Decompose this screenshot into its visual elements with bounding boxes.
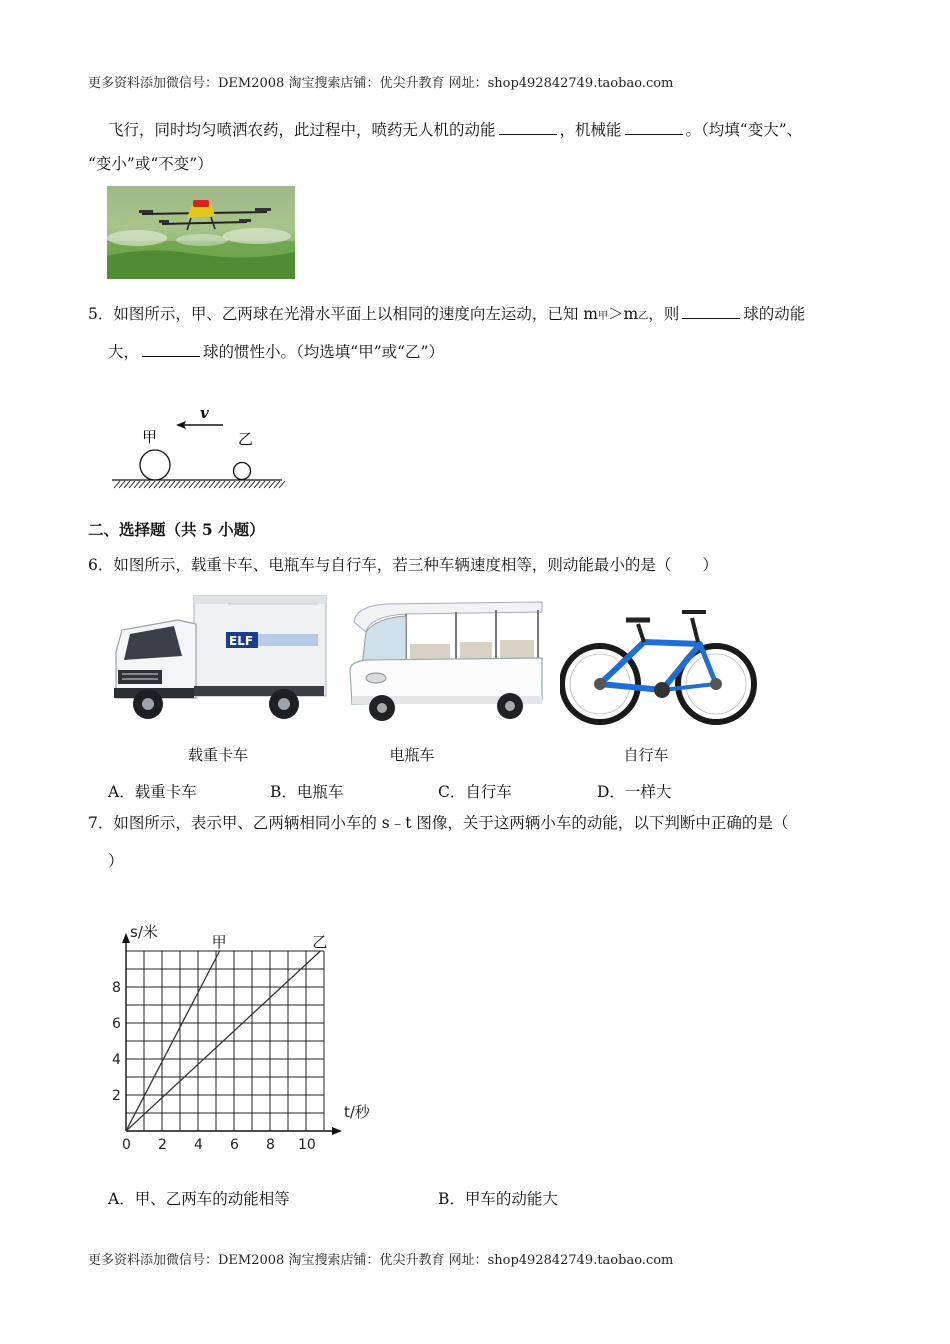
series-label-yi: 乙 [312,933,328,951]
q7-option-a[interactable]: A．甲、乙两车的动能相等 [108,1190,290,1208]
q6-stem: 6．如图所示，载重卡车、电瓶车与自行车，若三种车辆速度相等，则动能最小的是（ ） [88,556,718,574]
q7-line-2: ） [108,852,124,870]
caption-cart: 电瓶车 [389,746,435,764]
y-tick-label: 8 [112,980,121,996]
q5-text-f: 球的惯性小。（均选填“甲”或“乙”） [203,343,444,361]
q6-option-c[interactable]: C．自行车 [438,783,512,801]
series-label-jia: 甲 [211,933,227,951]
x-tick-label: 4 [194,1137,203,1153]
answer-blank[interactable] [499,120,557,135]
answer-blank[interactable] [142,342,200,357]
ground-hatching [114,481,285,488]
x-tick-label: 8 [266,1137,275,1153]
q7-option-b[interactable]: B．甲车的动能大 [438,1190,558,1208]
caption-truck: 载重卡车 [187,746,248,764]
x-axis-label: t/秒 [344,1103,370,1121]
electric-cart-image [346,592,550,732]
q5-text-c: ，则 [648,305,680,323]
x-tick-label: 0 [122,1137,131,1153]
bicycle-image [560,598,760,730]
x-tick-label: 10 [298,1137,316,1153]
truck-image [108,590,330,730]
y-axis-arrow-icon [122,933,130,943]
x-tick-label: 6 [230,1137,239,1153]
elf-logo: ELF [229,634,254,648]
q5-text-b: ＞m [608,305,639,323]
q4-line-2: “变小”或“不变”） [88,155,213,173]
answer-blank[interactable] [682,304,740,319]
st-chart [100,918,390,1158]
q6-option-b[interactable]: B．电瓶车 [270,783,344,801]
q5-text-e: 大， [108,343,140,361]
answer-blank[interactable] [625,120,683,135]
x-tick-label: 2 [158,1137,167,1153]
q4-text-b: ，机械能 [559,121,622,139]
x-axis-arrow-icon [332,1127,342,1135]
q5-text-d: 球的动能 [743,305,806,323]
velocity-label: v [200,404,209,422]
ball-b-label: 乙 [238,430,254,448]
q5-text-a: 5．如图所示，甲、乙两球在光滑水平面上以相同的速度向左运动，已知 m [88,305,598,323]
caption-bicycle: 自行车 [623,746,669,764]
page-footer: 更多资料添加微信号：DEM2008 淘宝搜索店铺：优尖升教育 网址：shop492842749.taobao.com [88,1253,674,1268]
y-axis-label: s/米 [130,923,158,941]
q4-line-1 [108,120,802,139]
drone-photo [107,186,295,279]
q7-line-1: 7．如图所示，表示甲、乙两辆相同小车的 s﹣t 图像，关于这两辆小车的动能，以下判断中正确的是（ [88,814,789,832]
q5-subscript-2: 乙 [638,311,649,322]
page-header: 更多资料添加微信号：DEM2008 淘宝搜索店铺：优尖升教育 网址：shop492842749.taobao.com [88,76,674,91]
q5-line-1 [88,304,805,323]
y-tick-label: 2 [112,1088,121,1104]
q5-subscript-1: 甲 [598,311,608,322]
y-tick-label: 4 [112,1052,121,1068]
q5-line-2 [108,342,444,361]
ball-a [140,450,170,480]
q4-text-a: 飞行，同时均匀喷洒农药，此过程中，喷药无人机的动能 [108,121,496,139]
ball-a-label: 甲 [142,428,158,446]
balls-figure [108,400,288,494]
q4-text-c: 。（均填“变大”、 [685,121,803,139]
q6-option-a[interactable]: A．载重卡车 [108,783,197,801]
y-tick-label: 6 [112,1016,121,1032]
q6-option-d[interactable]: D．一样大 [597,783,672,801]
section-title: 二、选择题（共 5 小题） [88,520,265,539]
ball-b [234,463,251,480]
